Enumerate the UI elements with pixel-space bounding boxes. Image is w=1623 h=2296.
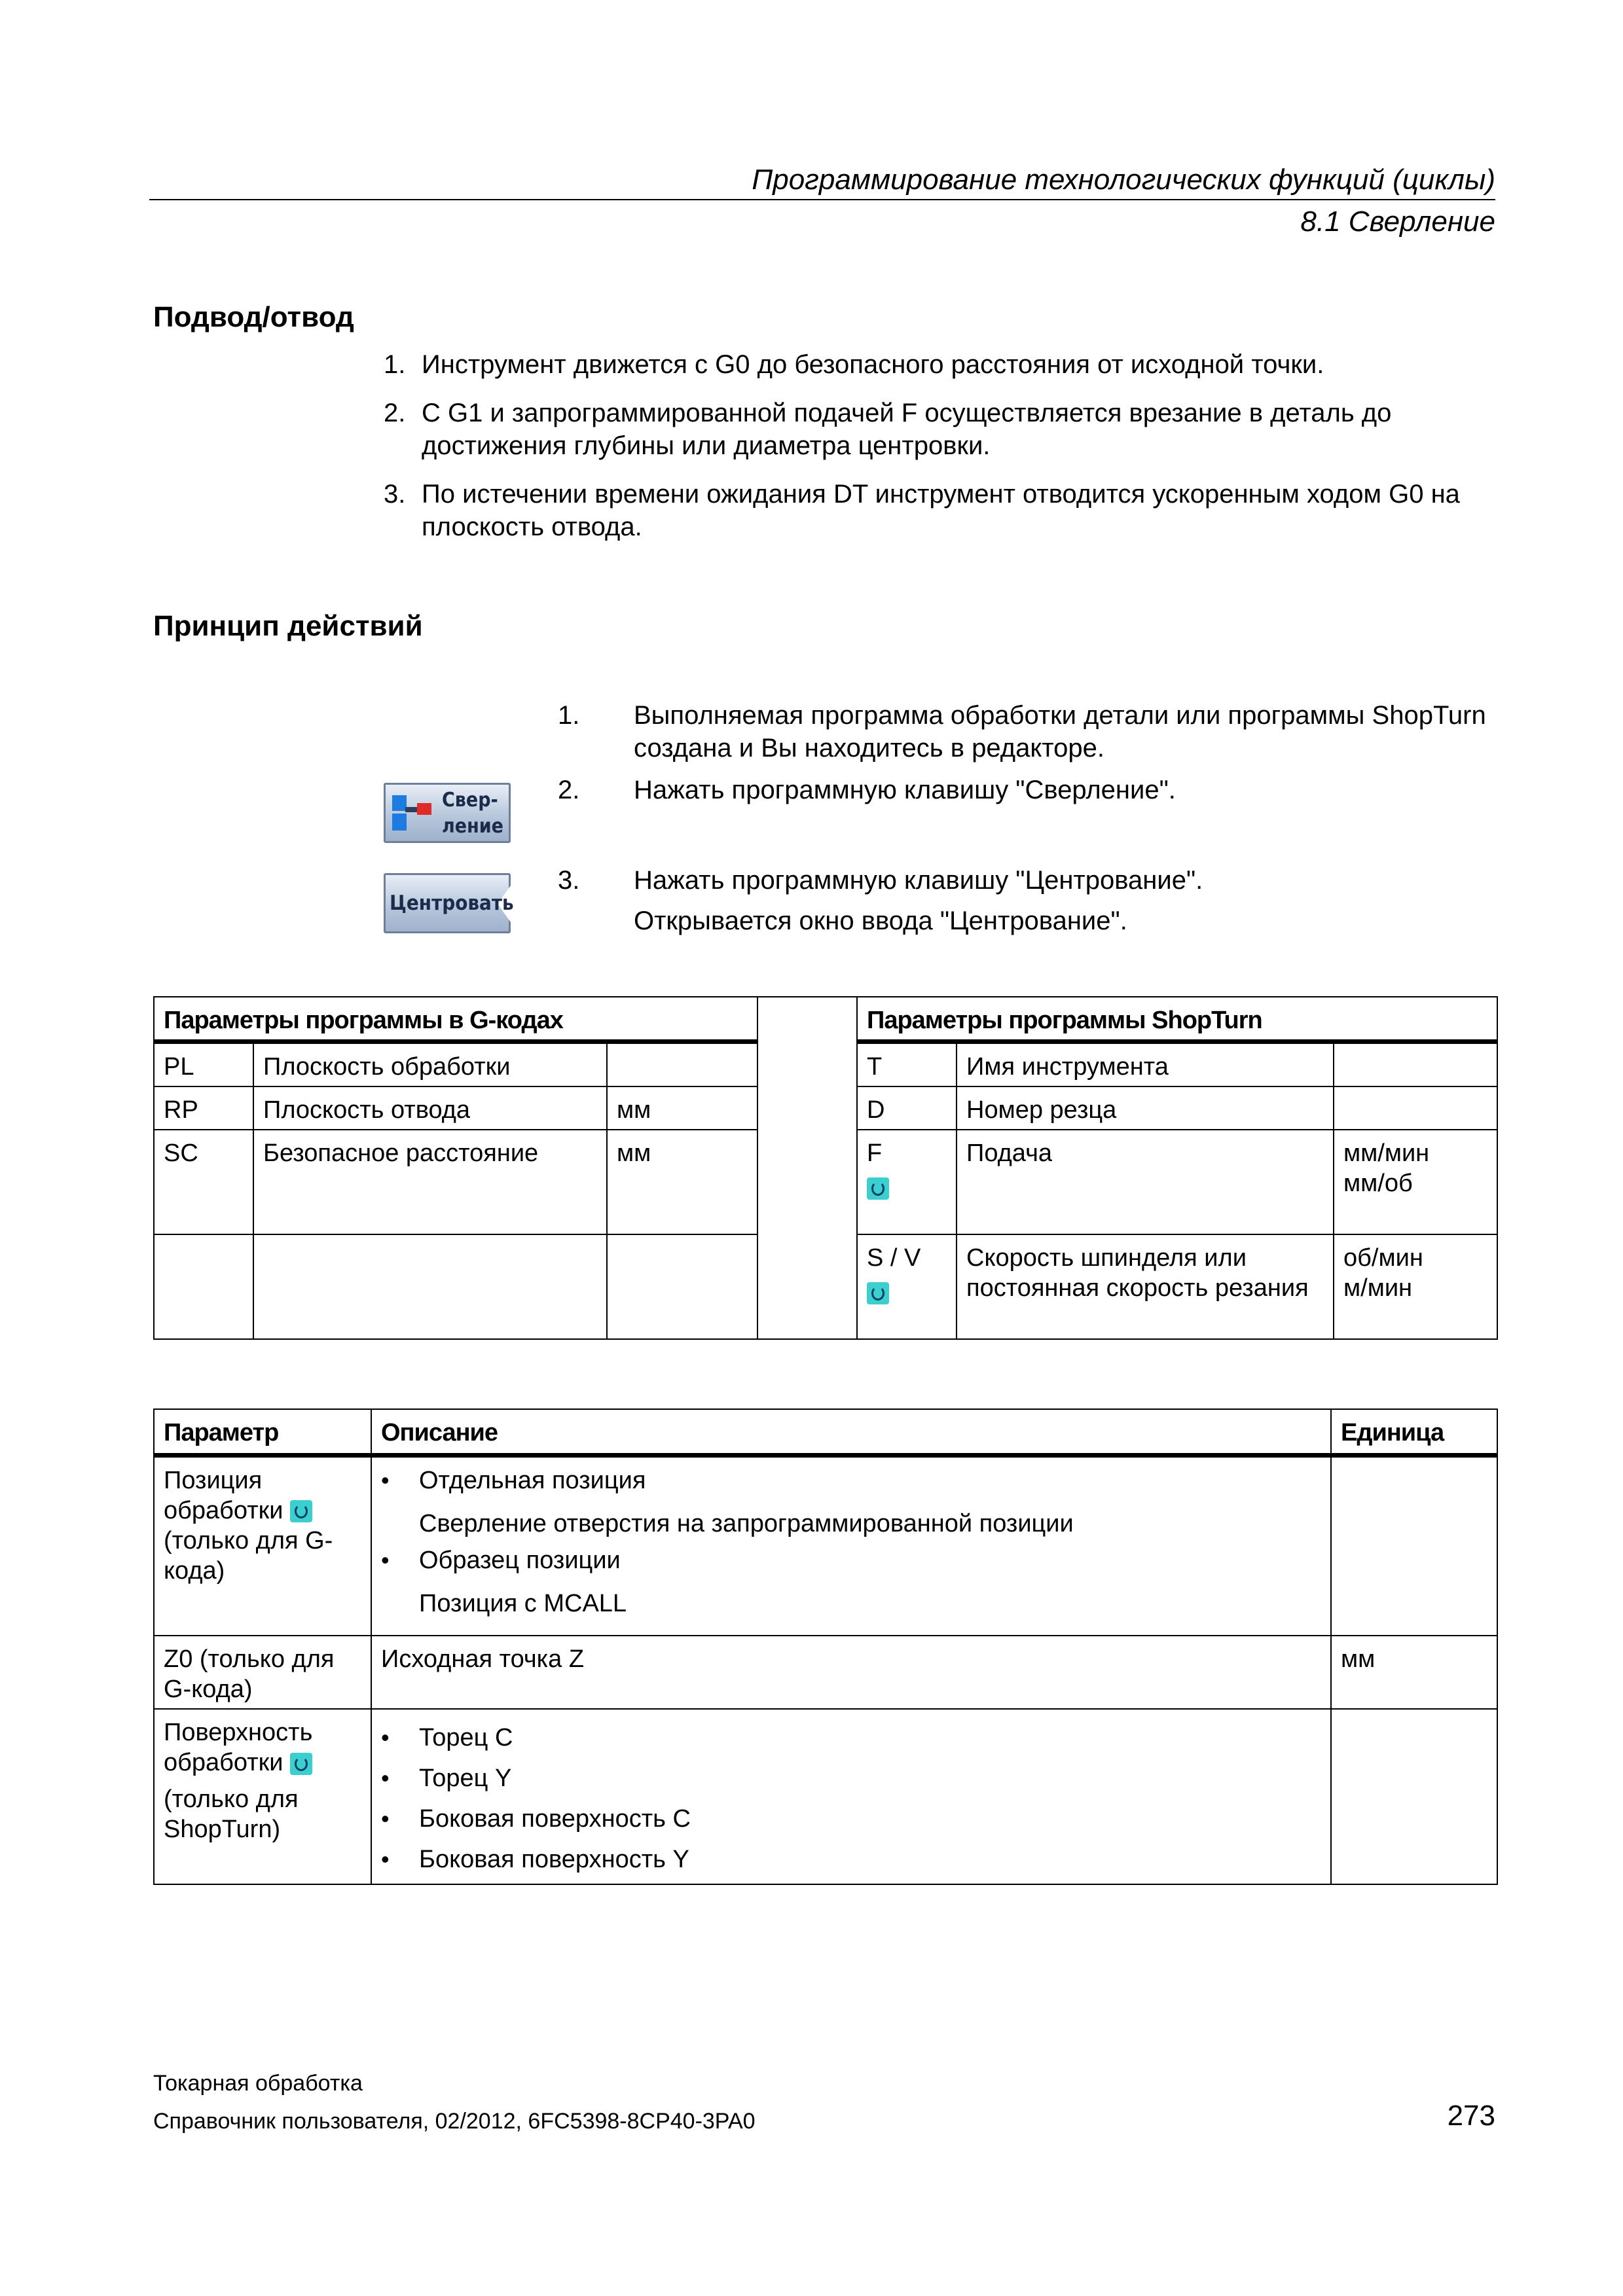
table-row: PL Плоскость обработки T Имя инструмента <box>154 1042 1497 1087</box>
procedure-step-1: 1. Выполняемая программа обработки детали или программы ShopTurn создана и Вы находитесь в редакторе. <box>558 701 1486 762</box>
table-row: Позиция обработки (только для G-кода) • Отдельная позиция Сверление отверстия на запрограммированной позиции • Образец позиции Позиция с MCALL <box>154 1455 1497 1636</box>
procedure-step-3: 3. Нажать программную клавишу "Центрование". Открывается окно ввода "Центрование". <box>558 864 1501 937</box>
toggle-icon[interactable] <box>290 1500 312 1522</box>
approach-step-1: 1. Инструмент движется с G0 до безопасного расстояния от исходной точки. <box>384 350 1324 379</box>
table-row: Поверхность обработки (только для ShopTurn) • Торец C • Торец Y • Боковая поверхность C • Боковая поверхность Y <box>154 1709 1497 1884</box>
params-table <box>153 996 1498 1340</box>
list-item: • Отдельная позиция <box>381 1465 1321 1496</box>
table-row: SC Безопасное расстояние мм F Подача мм/мин мм/об <box>154 1130 1497 1234</box>
col-header-param: Параметр <box>154 1409 371 1455</box>
col-header-desc: Описание <box>371 1409 1331 1455</box>
running-header-chapter: Программирование технологических функций (циклы) <box>752 164 1495 196</box>
toggle-icon[interactable] <box>867 1177 889 1200</box>
toggle-icon[interactable] <box>867 1282 889 1304</box>
heading-approach: Подвод/отвод <box>153 301 354 333</box>
spacer-column <box>757 997 857 1339</box>
list-item: • Боковая поверхность C <box>381 1799 1321 1839</box>
header-rule <box>149 199 1495 200</box>
list-item: • Торец C <box>381 1717 1321 1758</box>
running-header-section: 8.1 Сверление <box>1300 206 1495 238</box>
shopturn-params-header: Параметры программы ShopTurn <box>857 997 1497 1042</box>
approach-step-3: 3. По истечении времени ожидания DT инструмент отводится ускоренным ходом G0 на плоскость отвода. <box>384 480 1460 541</box>
list-item: • Боковая поверхность Y <box>381 1839 1321 1880</box>
list-item: • Образец позиции <box>381 1545 1321 1575</box>
table-row: Z0 (только для G-кода) Исходная точка Z мм <box>154 1636 1497 1709</box>
col-header-unit: Единица <box>1331 1409 1497 1455</box>
page-number: 273 <box>1447 2100 1495 2132</box>
gcode-params-header: Параметры программы в G-кодах <box>154 997 757 1042</box>
table-row: S / V Скорость шпинделя или постоянная скорость резания об/мин м/мин <box>154 1234 1497 1339</box>
procedure-step-3-note: Открывается окно ввода "Центрование". <box>634 906 1127 935</box>
softkey-drilling[interactable]: Свер- ление <box>384 783 511 843</box>
toggle-icon[interactable] <box>290 1753 312 1775</box>
heading-procedure: Принцип действий <box>153 610 423 642</box>
approach-steps <box>384 348 1497 543</box>
table-row: RP Плоскость отвода мм D Номер резца <box>154 1086 1497 1130</box>
procedure-step-2: 2. Нажать программную клавишу "Сверление". <box>558 776 1176 804</box>
footer-product: Токарная обработка <box>153 2071 363 2096</box>
list-item: • Торец Y <box>381 1758 1321 1799</box>
description-table <box>153 1408 1498 1885</box>
drill-icon <box>391 794 434 833</box>
footer-manual: Справочник пользователя, 02/2012, 6FC5398-8CP40-3PA0 <box>153 2109 756 2134</box>
softkey-centering[interactable]: Центровать <box>384 873 511 933</box>
approach-step-2: 2. С G1 и запрограммированной подачей F осуществляется врезание в деталь до достижения глубины или диаметра центровки. <box>384 399 1392 460</box>
